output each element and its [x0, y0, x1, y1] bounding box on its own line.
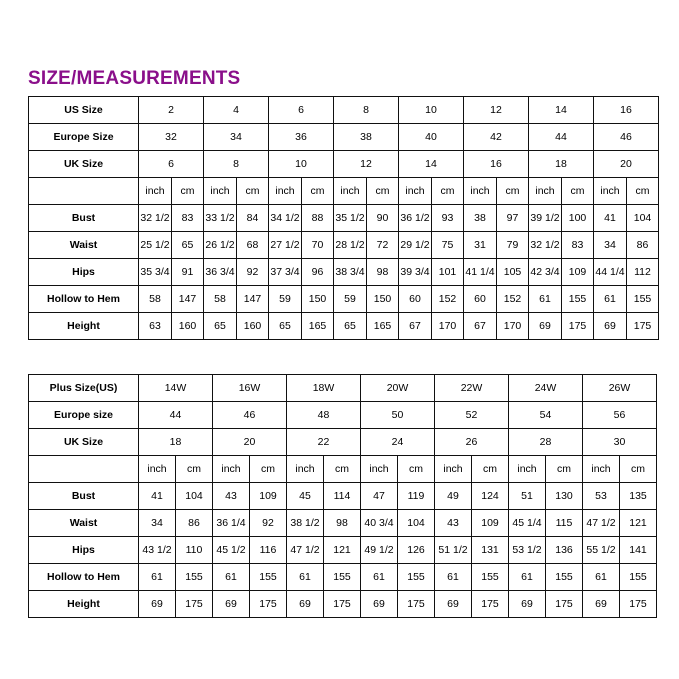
- table-cell: 29 1/2: [399, 232, 432, 259]
- table-cell: 27 1/2: [269, 232, 302, 259]
- table-cell: 170: [497, 313, 529, 340]
- table-cell: 67: [399, 313, 432, 340]
- table-cell: 69: [361, 591, 398, 618]
- table-cell: 112: [627, 259, 659, 286]
- table-cell: 58: [204, 286, 237, 313]
- table-cell: 6: [139, 151, 204, 178]
- table-cell: 42: [464, 124, 529, 151]
- table-cell: 175: [627, 313, 659, 340]
- table-cell: 70: [302, 232, 334, 259]
- table-cell: 59: [334, 286, 367, 313]
- row-label: Hollow to Hem: [29, 286, 139, 313]
- table-cell: 131: [472, 537, 509, 564]
- table-cell: 39 3/4: [399, 259, 432, 286]
- table-row: [29, 205, 659, 232]
- table-cell: cm: [546, 456, 583, 483]
- table-cell: 25 1/2: [139, 232, 172, 259]
- table-cell: 14W: [139, 375, 213, 402]
- table-cell: 37 3/4: [269, 259, 302, 286]
- table-cell: inch: [464, 178, 497, 205]
- table-cell: 104: [176, 483, 213, 510]
- table-cell: 105: [497, 259, 529, 286]
- table-cell: 45: [287, 483, 324, 510]
- table-cell: 34: [139, 510, 176, 537]
- table-cell: inch: [583, 456, 620, 483]
- table-cell: 152: [497, 286, 529, 313]
- table-cell: 65: [172, 232, 204, 259]
- table-cell: 54: [509, 402, 583, 429]
- table-row: [29, 151, 659, 178]
- standard-size-table-wrap: [28, 96, 659, 340]
- table-cell: 65: [204, 313, 237, 340]
- table-cell: 26W: [583, 375, 657, 402]
- row-label: Plus Size(US): [29, 375, 139, 402]
- row-label: Bust: [29, 483, 139, 510]
- table-cell: 24: [361, 429, 435, 456]
- row-label: Europe Size: [29, 124, 139, 151]
- table-row: [29, 178, 659, 205]
- table-cell: 175: [546, 591, 583, 618]
- table-cell: 36 1/4: [213, 510, 250, 537]
- table-cell: 155: [546, 564, 583, 591]
- table-cell: 20: [213, 429, 287, 456]
- table-cell: cm: [237, 178, 269, 205]
- table-cell: 18: [139, 429, 213, 456]
- row-label: Hips: [29, 537, 139, 564]
- table-cell: 22: [287, 429, 361, 456]
- table-cell: 126: [398, 537, 435, 564]
- table-cell: 61: [435, 564, 472, 591]
- table-cell: 44: [529, 124, 594, 151]
- table-row: [29, 232, 659, 259]
- table-cell: 34 1/2: [269, 205, 302, 232]
- table-cell: cm: [472, 456, 509, 483]
- table-cell: 40 3/4: [361, 510, 398, 537]
- table-cell: 43: [213, 483, 250, 510]
- table-cell: cm: [497, 178, 529, 205]
- table-cell: 14: [529, 97, 594, 124]
- table-cell: 59: [269, 286, 302, 313]
- table-cell: 16: [464, 151, 529, 178]
- table-cell: 93: [432, 205, 464, 232]
- table-cell: 86: [176, 510, 213, 537]
- table-cell: 8: [334, 97, 399, 124]
- table-cell: 104: [398, 510, 435, 537]
- table-cell: inch: [334, 178, 367, 205]
- table-cell: 14: [399, 151, 464, 178]
- table-cell: cm: [398, 456, 435, 483]
- row-label: UK Size: [29, 151, 139, 178]
- table-cell: 79: [497, 232, 529, 259]
- table-cell: 114: [324, 483, 361, 510]
- table-row: [29, 402, 657, 429]
- table-cell: 98: [324, 510, 361, 537]
- table-cell: 65: [269, 313, 302, 340]
- table-cell: inch: [213, 456, 250, 483]
- table-row: [29, 97, 659, 124]
- table-cell: 33 1/2: [204, 205, 237, 232]
- table-cell: cm: [620, 456, 657, 483]
- table-cell: 152: [432, 286, 464, 313]
- table-cell: 96: [302, 259, 334, 286]
- table-cell: 121: [324, 537, 361, 564]
- table-cell: 61: [509, 564, 546, 591]
- table-cell: 16: [594, 97, 659, 124]
- table-cell: 18: [529, 151, 594, 178]
- table-cell: 135: [620, 483, 657, 510]
- table-cell: 47 1/2: [287, 537, 324, 564]
- table-cell: 155: [398, 564, 435, 591]
- table-cell: 91: [172, 259, 204, 286]
- table-cell: 155: [620, 564, 657, 591]
- table-cell: inch: [139, 456, 176, 483]
- table-cell: 69: [139, 591, 176, 618]
- table-cell: 12: [464, 97, 529, 124]
- table-cell: 26: [435, 429, 509, 456]
- table-cell: 175: [176, 591, 213, 618]
- table-cell: 92: [237, 259, 269, 286]
- table-cell: 155: [176, 564, 213, 591]
- table-cell: 44: [139, 402, 213, 429]
- table-cell: 116: [250, 537, 287, 564]
- table-cell: 12: [334, 151, 399, 178]
- table-cell: 30: [583, 429, 657, 456]
- row-label: Bust: [29, 205, 139, 232]
- table-cell: 10: [269, 151, 334, 178]
- table-cell: 31: [464, 232, 497, 259]
- row-label: Waist: [29, 510, 139, 537]
- table-cell: 83: [172, 205, 204, 232]
- table-cell: inch: [287, 456, 324, 483]
- table-cell: 45 1/4: [509, 510, 546, 537]
- table-cell: 43: [435, 510, 472, 537]
- table-cell: 32: [139, 124, 204, 151]
- table-cell: 35 3/4: [139, 259, 172, 286]
- table-cell: inch: [594, 178, 627, 205]
- table-cell: 124: [472, 483, 509, 510]
- table-cell: 6: [269, 97, 334, 124]
- table-cell: 155: [472, 564, 509, 591]
- row-label: Waist: [29, 232, 139, 259]
- table-row: [29, 483, 657, 510]
- table-cell: 100: [562, 205, 594, 232]
- table-cell: 69: [287, 591, 324, 618]
- table-row: [29, 591, 657, 618]
- table-cell: 155: [562, 286, 594, 313]
- table-cell: 20: [594, 151, 659, 178]
- table-cell: 51: [509, 483, 546, 510]
- table-cell: 65: [334, 313, 367, 340]
- standard-size-table-body: [29, 97, 659, 340]
- table-cell: 55 1/2: [583, 537, 620, 564]
- table-cell: 119: [398, 483, 435, 510]
- table-cell: 16W: [213, 375, 287, 402]
- table-cell: 115: [546, 510, 583, 537]
- table-cell: 160: [237, 313, 269, 340]
- table-cell: 170: [432, 313, 464, 340]
- table-cell: 88: [302, 205, 334, 232]
- table-cell: 53: [583, 483, 620, 510]
- table-cell: 150: [302, 286, 334, 313]
- table-cell: 18W: [287, 375, 361, 402]
- table-cell: cm: [627, 178, 659, 205]
- table-row: [29, 456, 657, 483]
- standard-size-table: [28, 96, 659, 340]
- table-cell: 40: [399, 124, 464, 151]
- table-cell: cm: [302, 178, 334, 205]
- table-cell: cm: [432, 178, 464, 205]
- table-cell: 43 1/2: [139, 537, 176, 564]
- table-cell: 61: [361, 564, 398, 591]
- table-cell: inch: [435, 456, 472, 483]
- table-cell: 36 3/4: [204, 259, 237, 286]
- table-cell: 147: [237, 286, 269, 313]
- table-row: [29, 259, 659, 286]
- row-label: Hollow to Hem: [29, 564, 139, 591]
- table-cell: 69: [594, 313, 627, 340]
- table-cell: 175: [472, 591, 509, 618]
- table-cell: 92: [250, 510, 287, 537]
- table-cell: inch: [204, 178, 237, 205]
- table-cell: 47 1/2: [583, 510, 620, 537]
- table-cell: 61: [139, 564, 176, 591]
- table-cell: 24W: [509, 375, 583, 402]
- table-cell: 20W: [361, 375, 435, 402]
- table-cell: 60: [399, 286, 432, 313]
- table-cell: 8: [204, 151, 269, 178]
- table-cell: 32 1/2: [139, 205, 172, 232]
- table-cell: 72: [367, 232, 399, 259]
- table-cell: 41: [594, 205, 627, 232]
- table-cell: cm: [324, 456, 361, 483]
- table-cell: 48: [287, 402, 361, 429]
- table-cell: 46: [213, 402, 287, 429]
- table-cell: cm: [562, 178, 594, 205]
- table-cell: 69: [509, 591, 546, 618]
- table-cell: 109: [472, 510, 509, 537]
- table-cell: 34: [594, 232, 627, 259]
- table-cell: 69: [213, 591, 250, 618]
- table-cell: 110: [176, 537, 213, 564]
- table-cell: 86: [627, 232, 659, 259]
- table-cell: 44 1/4: [594, 259, 627, 286]
- table-cell: 130: [546, 483, 583, 510]
- table-cell: 175: [324, 591, 361, 618]
- table-cell: 165: [367, 313, 399, 340]
- table-cell: 160: [172, 313, 204, 340]
- table-cell: inch: [399, 178, 432, 205]
- table-cell: 98: [367, 259, 399, 286]
- table-cell: 26 1/2: [204, 232, 237, 259]
- table-cell: 60: [464, 286, 497, 313]
- table-cell: 39 1/2: [529, 205, 562, 232]
- table-cell: 61: [213, 564, 250, 591]
- table-cell: 165: [302, 313, 334, 340]
- table-cell: 36: [269, 124, 334, 151]
- table-cell: 101: [432, 259, 464, 286]
- table-cell: 175: [562, 313, 594, 340]
- table-cell: 61: [583, 564, 620, 591]
- table-cell: 67: [464, 313, 497, 340]
- table-cell: 32 1/2: [529, 232, 562, 259]
- table-cell: 175: [250, 591, 287, 618]
- table-row: [29, 375, 657, 402]
- table-cell: 84: [237, 205, 269, 232]
- table-cell: 61: [287, 564, 324, 591]
- table-cell: 155: [324, 564, 361, 591]
- table-cell: 51 1/2: [435, 537, 472, 564]
- table-cell: 53 1/2: [509, 537, 546, 564]
- table-cell: 58: [139, 286, 172, 313]
- table-cell: 69: [583, 591, 620, 618]
- table-cell: 155: [250, 564, 287, 591]
- table-cell: 61: [529, 286, 562, 313]
- table-cell: 104: [627, 205, 659, 232]
- table-cell: 141: [620, 537, 657, 564]
- table-cell: 90: [367, 205, 399, 232]
- table-row: [29, 286, 659, 313]
- table-cell: 41 1/4: [464, 259, 497, 286]
- table-cell: 109: [250, 483, 287, 510]
- table-row: [29, 124, 659, 151]
- table-cell: 28 1/2: [334, 232, 367, 259]
- table-cell: inch: [139, 178, 172, 205]
- table-cell: inch: [361, 456, 398, 483]
- row-label-blank: [29, 456, 139, 483]
- table-cell: 22W: [435, 375, 509, 402]
- row-label-blank: [29, 178, 139, 205]
- row-label: Europe size: [29, 402, 139, 429]
- table-cell: 147: [172, 286, 204, 313]
- table-cell: 56: [583, 402, 657, 429]
- table-cell: 28: [509, 429, 583, 456]
- table-row: [29, 537, 657, 564]
- table-cell: inch: [509, 456, 546, 483]
- table-cell: 49 1/2: [361, 537, 398, 564]
- table-cell: 52: [435, 402, 509, 429]
- table-cell: 83: [562, 232, 594, 259]
- table-cell: 46: [594, 124, 659, 151]
- table-cell: 49: [435, 483, 472, 510]
- table-cell: 35 1/2: [334, 205, 367, 232]
- table-cell: 42 3/4: [529, 259, 562, 286]
- row-label: Height: [29, 313, 139, 340]
- row-label: US Size: [29, 97, 139, 124]
- plus-size-table-wrap: [28, 374, 657, 618]
- table-cell: cm: [176, 456, 213, 483]
- table-cell: cm: [250, 456, 287, 483]
- table-cell: cm: [367, 178, 399, 205]
- table-cell: 109: [562, 259, 594, 286]
- table-cell: 175: [398, 591, 435, 618]
- page-title: SIZE/MEASUREMENTS: [28, 68, 241, 89]
- table-cell: 121: [620, 510, 657, 537]
- table-cell: 69: [435, 591, 472, 618]
- table-cell: 34: [204, 124, 269, 151]
- plus-size-table: [28, 374, 657, 618]
- table-cell: cm: [172, 178, 204, 205]
- table-cell: 41: [139, 483, 176, 510]
- table-cell: 175: [620, 591, 657, 618]
- table-cell: 61: [594, 286, 627, 313]
- table-cell: 10: [399, 97, 464, 124]
- table-cell: 97: [497, 205, 529, 232]
- table-cell: 45 1/2: [213, 537, 250, 564]
- table-cell: 63: [139, 313, 172, 340]
- table-cell: 155: [627, 286, 659, 313]
- table-cell: inch: [269, 178, 302, 205]
- table-row: [29, 313, 659, 340]
- table-cell: inch: [529, 178, 562, 205]
- row-label: Height: [29, 591, 139, 618]
- plus-size-table-body: [29, 375, 657, 618]
- table-row: [29, 564, 657, 591]
- table-cell: 38: [334, 124, 399, 151]
- table-cell: 150: [367, 286, 399, 313]
- table-cell: 38 3/4: [334, 259, 367, 286]
- table-cell: 36 1/2: [399, 205, 432, 232]
- table-cell: 69: [529, 313, 562, 340]
- table-cell: 38 1/2: [287, 510, 324, 537]
- table-cell: 50: [361, 402, 435, 429]
- table-row: [29, 510, 657, 537]
- table-cell: 47: [361, 483, 398, 510]
- row-label: Hips: [29, 259, 139, 286]
- table-row: [29, 429, 657, 456]
- table-cell: 4: [204, 97, 269, 124]
- table-cell: 75: [432, 232, 464, 259]
- table-cell: 136: [546, 537, 583, 564]
- table-cell: 2: [139, 97, 204, 124]
- table-cell: 38: [464, 205, 497, 232]
- row-label: UK Size: [29, 429, 139, 456]
- table-cell: 68: [237, 232, 269, 259]
